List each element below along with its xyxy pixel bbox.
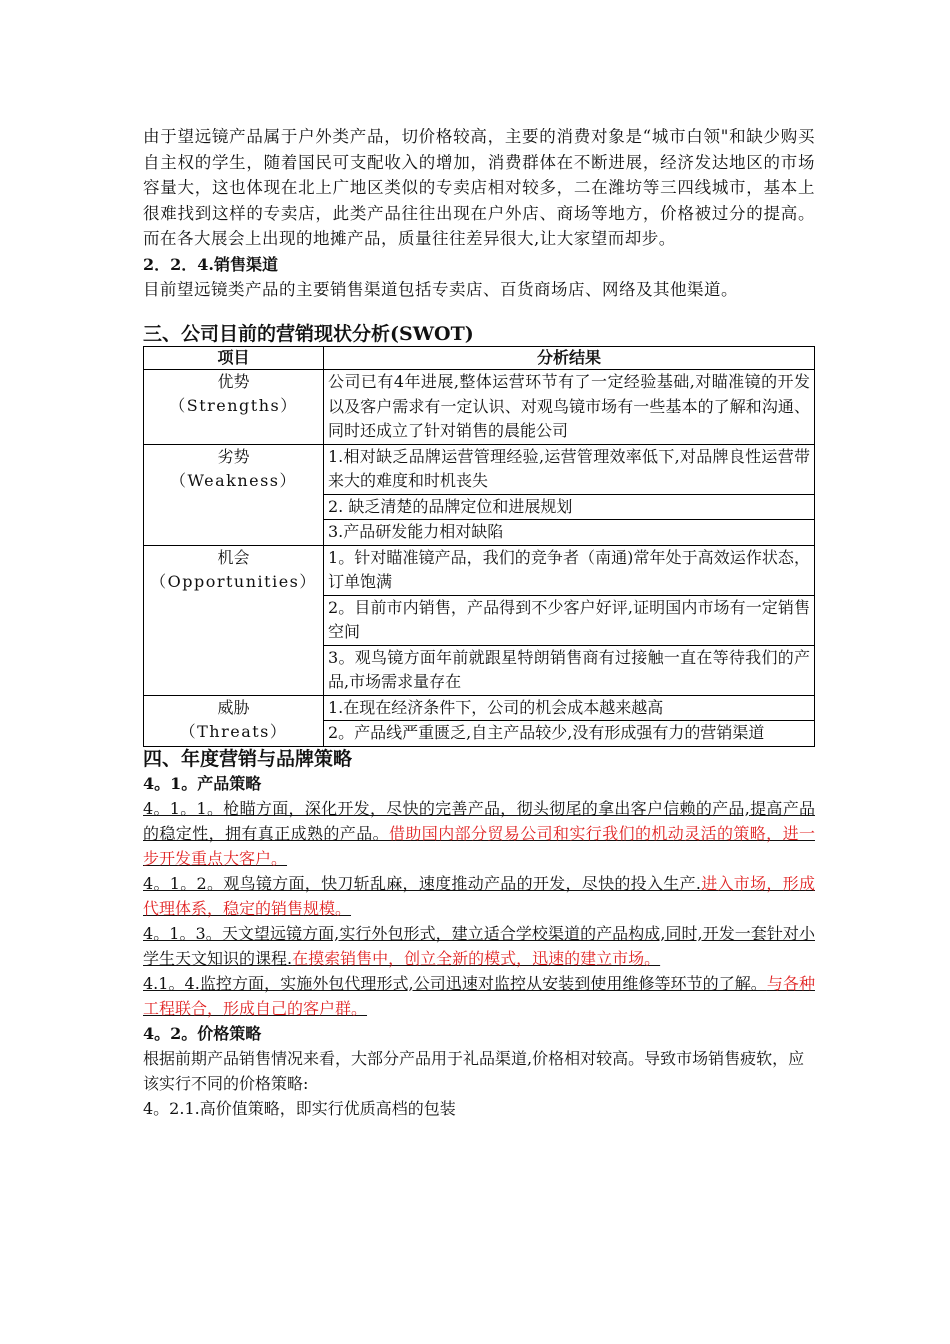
strategy-text: 4。1。2。观鸟镜方面，快刀斩乱麻，速度推动产品的开发，尽快的投入生产. bbox=[143, 873, 701, 893]
price-paragraph: 根据前期产品销售情况来看，大部分产品用于礼品渠道,价格相对较高。导致市场销售疲软，应该实行不同的价格策略: bbox=[143, 1048, 805, 1093]
strategy-4-1-4 bbox=[143, 971, 815, 1021]
opportunities-en: （Opportunities） bbox=[150, 571, 317, 591]
intro-paragraph: 由于望远镜产品属于户外类产品，切价格较高，主要的消费对象是“城市白领"和缺少购买自主权的学生，随着国民可支配收入的增加，消费群体在不断进展，经济发达地区的市场容量大，这也体现在北上广地区类似的专卖店相对较多，二在潍坊等三四线城市，基本上很难找到这样的专卖店，此类产品往往出现在户外店、商场等地方，价格被过分的提高。而在各大展会上出现的地摊产品，质量往往差异很大,让大家望而却步。 bbox=[143, 127, 815, 248]
threats-en: （Threats） bbox=[179, 721, 288, 741]
strengths-cell bbox=[144, 370, 324, 445]
strengths-en: （Strengths） bbox=[169, 396, 298, 415]
weakness-result-2: 2. 缺乏清楚的品牌定位和进展规划 bbox=[324, 494, 815, 520]
price-strategy-4-2-1: 4。2.1.高价值策略，即实行优质高档的包装 bbox=[143, 1098, 456, 1118]
swot-table bbox=[143, 346, 815, 747]
channel-paragraph: 目前望远镜类产品的主要销售渠道包括专卖店、百货商场店、网络及其他渠道。 bbox=[143, 279, 738, 299]
threats-result-1: 1.在现在经济条件下，公司的机会成本越来越高 bbox=[324, 695, 815, 721]
swot-row-strengths bbox=[144, 370, 815, 445]
strategy-text: 4.1。4.监控方面，实施外包代理形式,公司迅速对监控从安装到使用维修等环节的了解。 bbox=[143, 973, 767, 993]
strategy-highlight: 在摸索销售中，创立全新的模式，迅速的建立市场。 bbox=[292, 948, 661, 968]
strategy-4-1-1 bbox=[143, 796, 815, 871]
weakness-cn: 劣势 bbox=[217, 446, 250, 466]
strategy-highlight: 借助国内部分贸易公司和实行我们的机动灵活的策略，进一步开发重点大客户。 bbox=[143, 823, 815, 868]
opportunities-cn: 机会 bbox=[217, 547, 250, 567]
strategy-4-1-2 bbox=[143, 871, 815, 921]
section4-title: 四、年度营销与品牌策略 bbox=[143, 747, 353, 770]
section3-title: 三、公司目前的营销现状分析(SWOT) bbox=[143, 323, 474, 345]
strategy-4-1-3 bbox=[143, 921, 815, 971]
strategy-highlight: 进入市场，形成代理体系，稳定的销售规模。 bbox=[143, 873, 815, 918]
swot-row-opportunities bbox=[144, 545, 815, 595]
threats-cn: 威胁 bbox=[217, 697, 250, 717]
opportunities-result-2: 2。目前市内销售，产品得到不少客户好评,证明国内市场有一定销售空间 bbox=[324, 595, 815, 645]
strengths-cn: 优势 bbox=[217, 372, 250, 391]
threats-cell bbox=[144, 695, 324, 746]
page-content bbox=[143, 124, 815, 1121]
spacer bbox=[143, 302, 815, 322]
weakness-en: （Weakness） bbox=[169, 470, 298, 490]
strategy-text: 4。1。1。枪瞄方面，深化开发，尽快的完善产品，彻头彻尾的拿出客户信赖的产品,提高产品的稳定性，拥有真正成熟的产品。 bbox=[143, 798, 815, 843]
strategy-text: 4。1。3。天文望远镜方面,实行外包形式，建立适合学校渠道的产品构成,同时,开发一套针对小学生天文知识的课程. bbox=[143, 923, 815, 968]
strengths-result: 公司已有4年进展,整体运营环节有了一定经验基础,对瞄准镜的开发以及客户需求有一定认识、对观鸟镜市场有一些基本的了解和沟通、同时还成立了针对销售的晨能公司 bbox=[324, 370, 815, 445]
opportunities-result-3: 3。观鸟镜方面年前就跟星特朗销售商有过接触一直在等待我们的产品,市场需求量存在 bbox=[324, 645, 815, 695]
weakness-result-1: 1.相对缺乏品牌运营管理经验,运营管理效率低下,对品牌良性运营带来大的难度和时机丧失 bbox=[324, 444, 815, 494]
price-strategy-heading: 4。2。价格策略 bbox=[143, 1023, 262, 1043]
weakness-result-3: 3.产品研发能力相对缺陷 bbox=[324, 520, 815, 546]
weakness-cell bbox=[144, 444, 324, 545]
swot-row-threats bbox=[144, 695, 815, 721]
swot-row-weakness bbox=[144, 444, 815, 494]
product-strategy-heading: 4。1。产品策略 bbox=[143, 773, 262, 793]
threats-result-2: 2。产品线严重匮乏,自主产品较少,没有形成强有力的营销渠道 bbox=[324, 721, 815, 747]
strategy-highlight: 与各种工程联合，形成自己的客户群。 bbox=[143, 973, 815, 1018]
col-item-header: 项目 bbox=[144, 347, 324, 370]
swot-header-row bbox=[144, 347, 815, 370]
opportunities-cell bbox=[144, 545, 324, 695]
opportunities-result-1: 1。针对瞄准镜产品，我们的竞争者（南通)常年处于高效运作状态，订单饱满 bbox=[324, 545, 815, 595]
channel-heading: 2．2．4.销售渠道 bbox=[143, 254, 278, 274]
col-result-header: 分析结果 bbox=[324, 347, 815, 370]
